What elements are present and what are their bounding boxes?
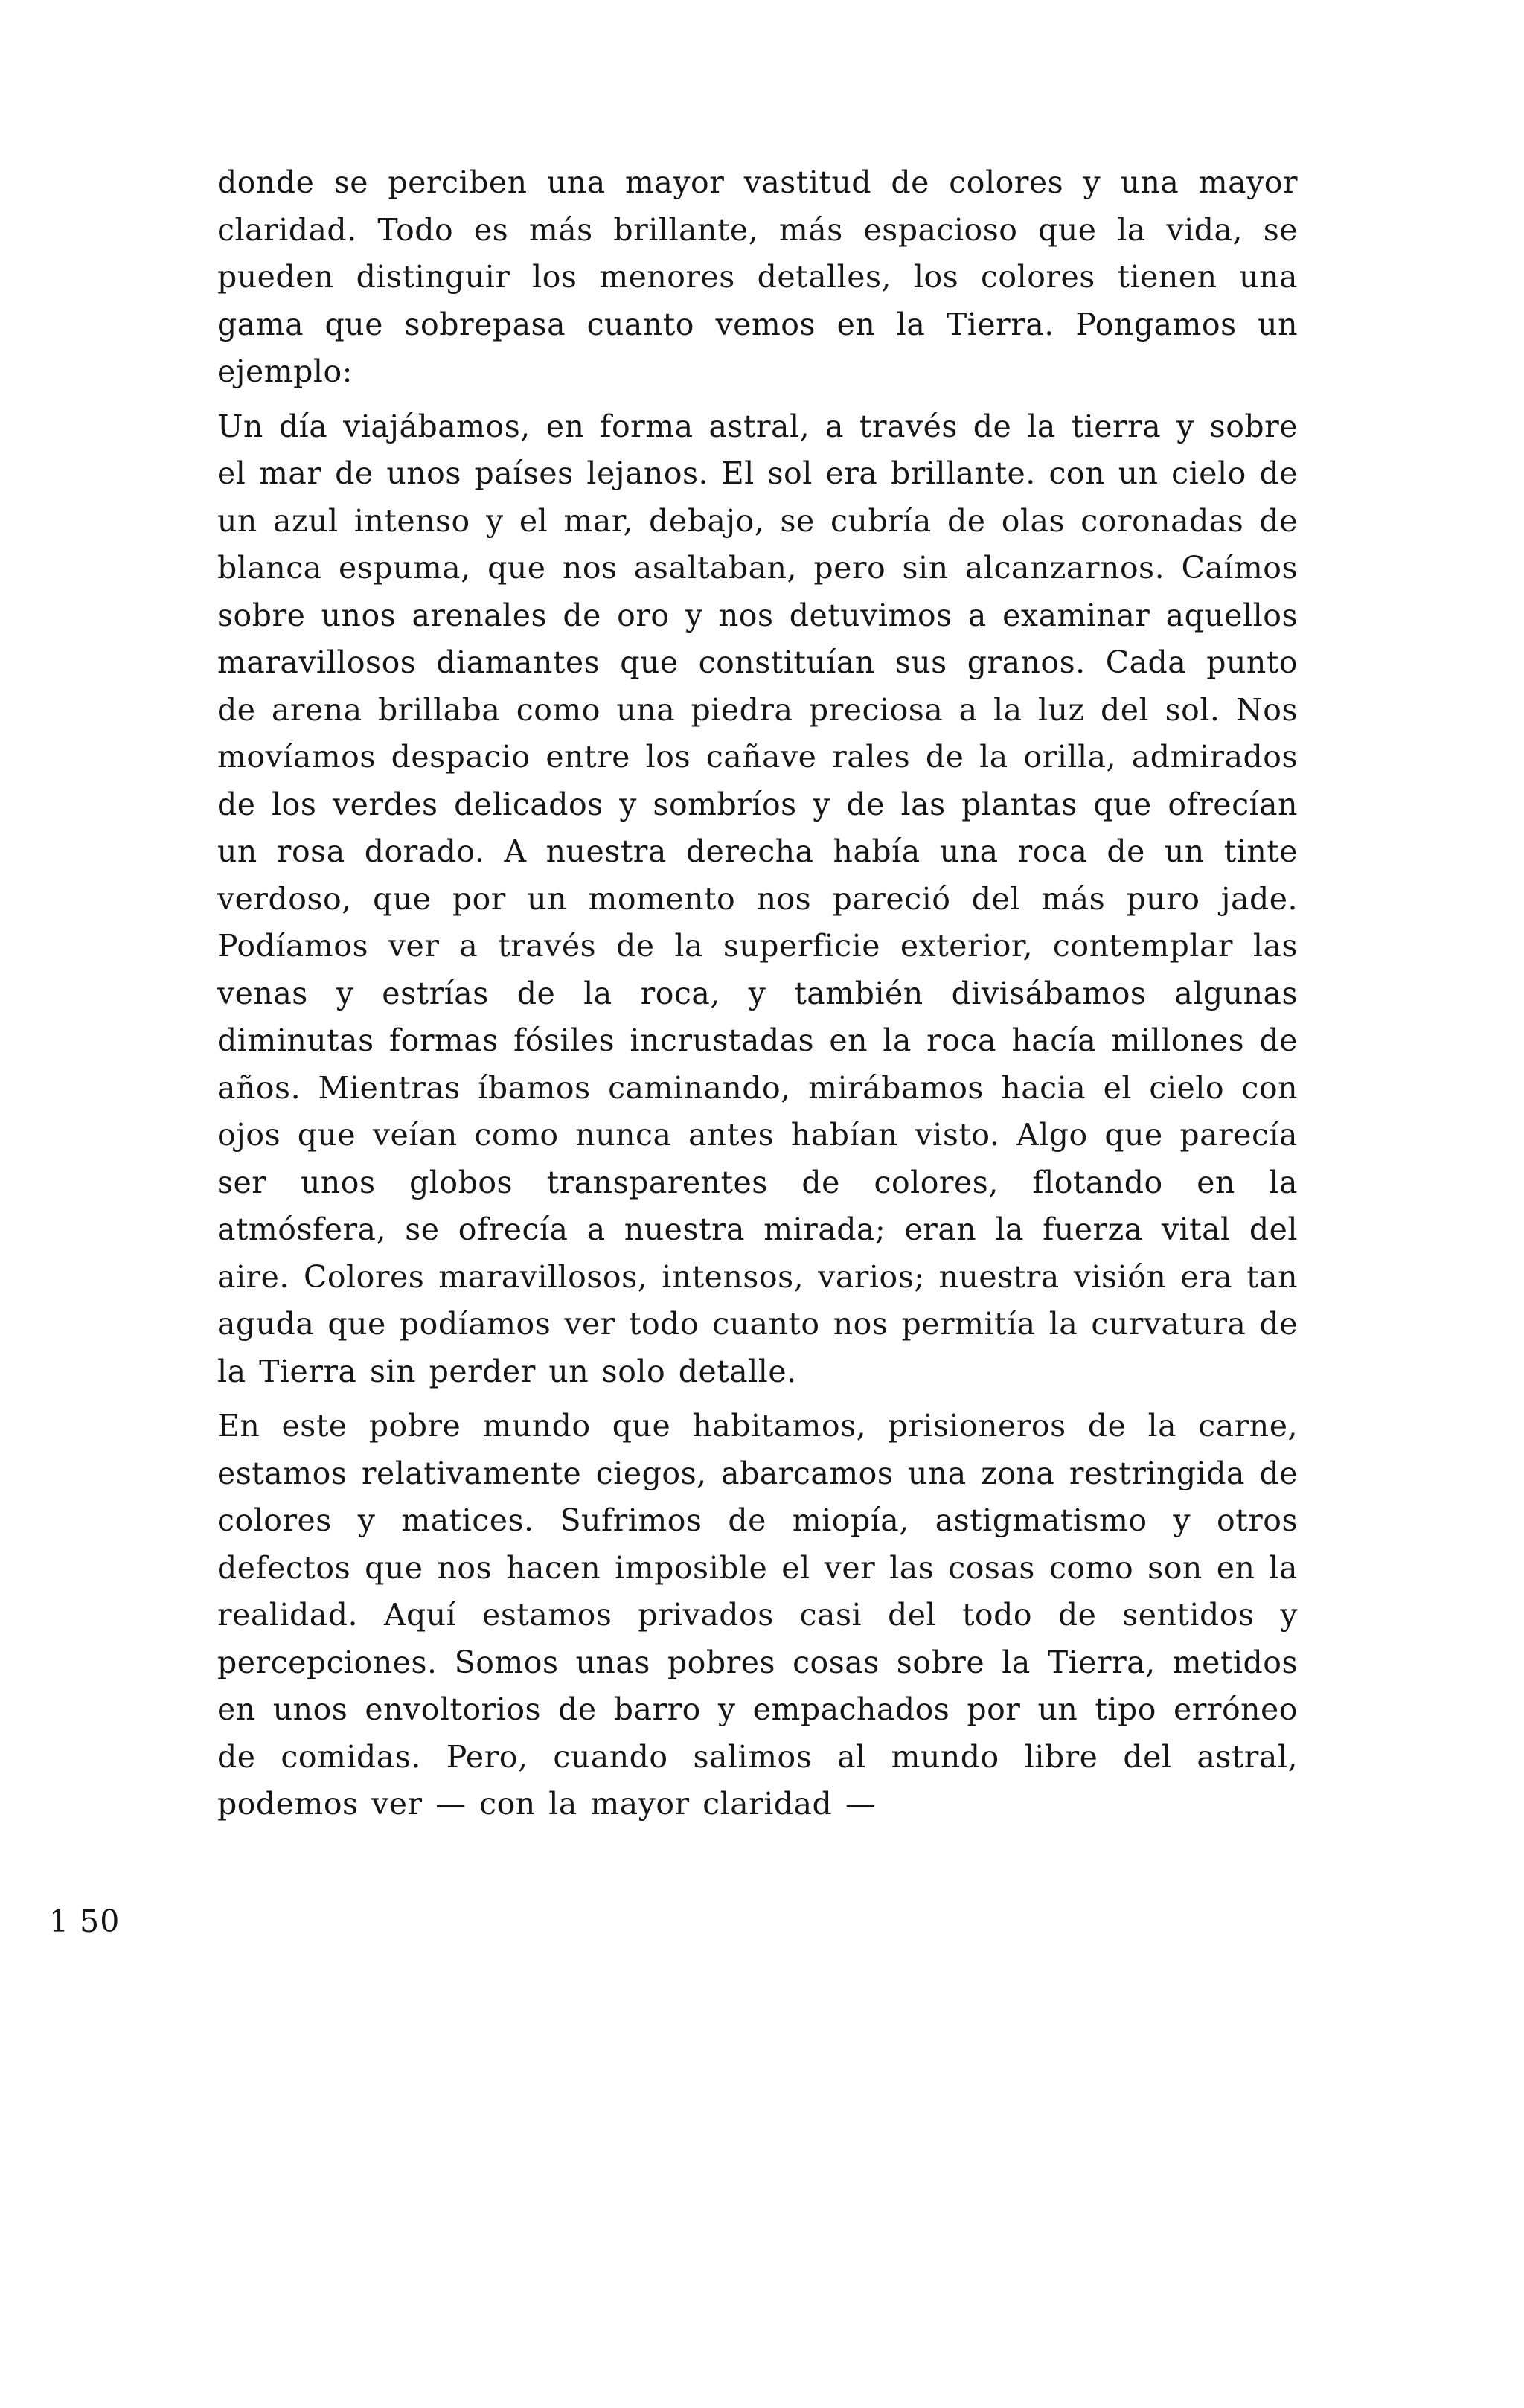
- paragraph-2: Un día viajábamos, en forma astral, a través de la tierra y sobre el mar de unos países lejanos. El sol era brillante. con un cielo de un azul intenso y el mar, debajo, se cubría de olas coronadas de blanca espuma, que nos asaltaban, pero sin alcanzarnos. Caímos sobre unos arenales de oro y nos detuvimos a examinar aquellos maravillosos diamantes que constituían sus granos. Cada punto de arena brillaba como una piedra preciosa a la luz del sol. Nos movíamos despacio entre los cañave rales de la orilla, admirados de los verdes delicados y sombríos y de las plantas que ofrecían un rosa dorado. A nuestra derecha había una roca de un tinte verdoso, que por un momento nos pareció del más puro jade. Podíamos ver a través de la superficie exterior, contemplar las venas y estrías de la roca, y también divisábamos algunas diminutas formas fósiles incrustadas en la roca hacía millones de años. Mientras íbamos caminando, mirábamos hacia el cielo con ojos que veían como nunca antes habían visto. Algo que parecía ser unos globos transparentes de colores, flotando en la atmósfera, se ofrecía a nuestra mirada; eran la fuerza vital del aire. Colores maravillosos, intensos, varios; nuestra visión era tan aguda que podíamos ver todo cuanto nos permitía la curvatura de la Tierra sin perder un solo detalle.: [217, 408, 1298, 1389]
- body-text: [217, 159, 1298, 1828]
- paragraph-1: donde se perciben una mayor vastitud de colores y una mayor claridad. Todo es más brillante, más espacioso que la vida, se pueden distinguir los menores detalles, los colores tienen una gama que sobrepasa cuanto vemos en la Tierra. Pongamos un ejemplo:: [217, 164, 1298, 389]
- paragraph-3: En este pobre mundo que habitamos, prisioneros de la carne, estamos relativamente ciegos, abarcamos una zona restringida de colores y matices. Sufrimos de miopía, astigmatismo y otros defectos que nos hacen imposible el ver las cosas como son en la realidad. Aquí estamos privados casi del todo de sentidos y percepciones. Somos unas pobres cosas sobre la Tierra, metidos en unos envoltorios de barro y empachados por un tipo erróneo de comidas. Pero, cuando salimos al mundo libre del astral, podemos ver — con la mayor claridad —: [217, 1408, 1298, 1822]
- page-number: 1 50: [49, 1903, 121, 1939]
